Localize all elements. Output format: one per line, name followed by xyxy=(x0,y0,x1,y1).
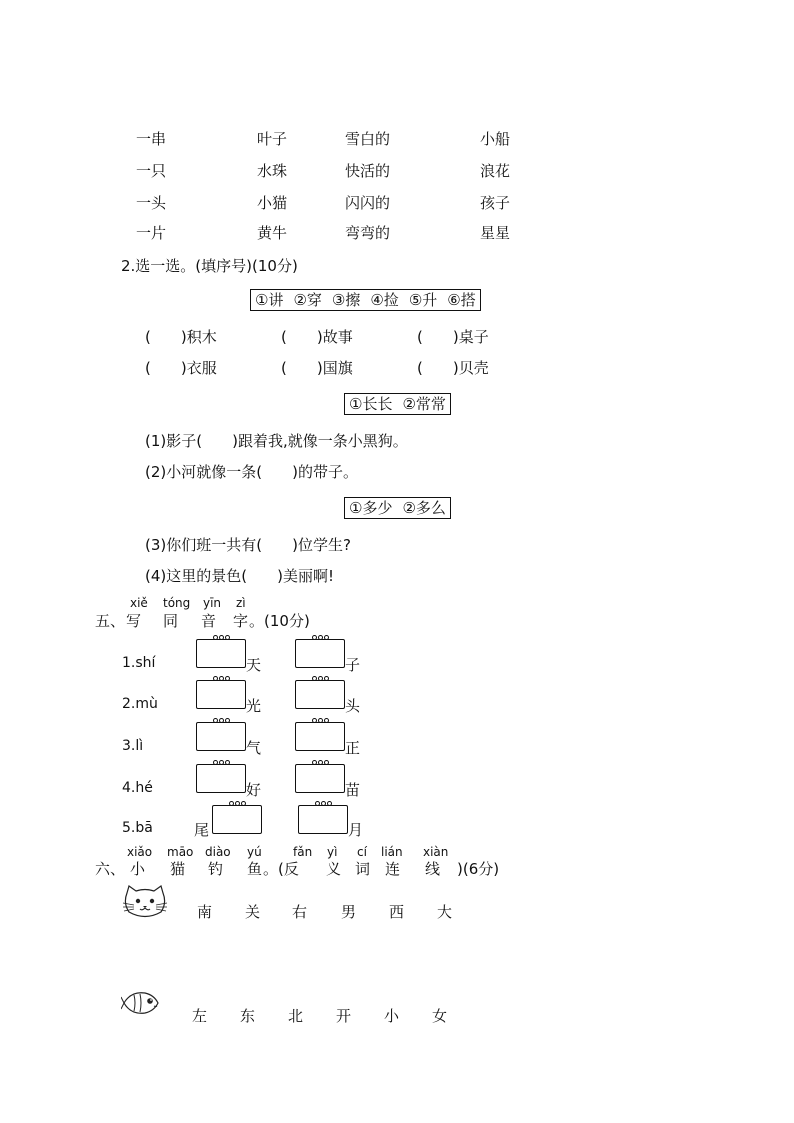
write-box[interactable] xyxy=(196,639,246,668)
option: ②多么 xyxy=(402,499,446,517)
option: ⑤升 xyxy=(408,291,438,309)
match-word: 一片 xyxy=(136,224,167,242)
heading-char: 字 xyxy=(233,612,249,630)
pinyin: lián xyxy=(381,845,403,859)
match-word: 快活的 xyxy=(345,162,391,180)
sentence[interactable]: (3)你们班一共有( )位学生? xyxy=(145,536,351,554)
write-box[interactable] xyxy=(298,805,348,834)
antonym-word[interactable]: 北 xyxy=(288,1007,304,1025)
pinyin: yì xyxy=(327,845,338,859)
word-char: 子 xyxy=(345,656,361,674)
fill-item[interactable]: ( )衣服 xyxy=(145,359,217,377)
heading-char: 写 xyxy=(126,612,142,630)
write-box[interactable] xyxy=(196,722,246,751)
pinyin: xiǎo xyxy=(127,845,153,859)
fish-icon xyxy=(121,988,161,1018)
sentence[interactable]: (2)小河就像一条( )的带子。 xyxy=(145,463,358,481)
write-box[interactable] xyxy=(212,805,262,834)
sentence[interactable]: (4)这里的景色( )美丽啊! xyxy=(145,567,334,585)
heading-char: 同 xyxy=(163,612,179,630)
heading-char: 。(反 xyxy=(263,860,299,878)
write-box[interactable] xyxy=(295,722,345,751)
sentence[interactable]: (1)影子( )跟着我,就像一条小黑狗。 xyxy=(145,432,408,450)
fill-item[interactable]: ( )桌子 xyxy=(417,328,489,346)
match-word: 星星 xyxy=(480,224,511,242)
pinyin: yīn xyxy=(203,596,222,610)
pinyin: zì xyxy=(236,596,246,610)
pinyin-label: 2.mù xyxy=(122,696,158,712)
antonym-word[interactable]: 南 xyxy=(197,903,213,921)
match-word: 黄牛 xyxy=(257,224,288,242)
word-char: 苗 xyxy=(345,781,361,799)
word-char: 正 xyxy=(345,739,361,757)
match-word: 闪闪的 xyxy=(345,194,391,212)
option: ②穿 xyxy=(293,291,322,309)
match-word: 小船 xyxy=(480,130,511,148)
pinyin-label: 1.shí xyxy=(122,655,156,671)
section-number: 五、 xyxy=(95,612,126,630)
cat-face-icon xyxy=(121,885,169,921)
heading-char: 小 xyxy=(130,860,146,878)
option-box xyxy=(344,497,451,519)
pinyin: yú xyxy=(247,845,262,859)
pinyin: xiàn xyxy=(423,845,449,859)
word-char: 光 xyxy=(246,697,262,715)
option: ①多少 xyxy=(349,499,393,517)
option: ①长长 xyxy=(349,395,393,413)
word-char: 天 xyxy=(246,656,262,674)
fill-item[interactable]: ( )国旗 xyxy=(281,359,353,377)
antonym-word[interactable]: 男 xyxy=(341,903,357,921)
pinyin: cí xyxy=(357,845,367,859)
match-word: 小猫 xyxy=(257,194,288,212)
match-word: 孩子 xyxy=(480,194,511,212)
heading-char: 线 xyxy=(425,860,441,878)
antonym-word[interactable]: 左 xyxy=(192,1007,208,1025)
heading-char: 词 xyxy=(355,860,371,878)
pinyin: māo xyxy=(167,845,194,859)
match-word: 叶子 xyxy=(257,130,288,148)
fill-item[interactable]: ( )贝壳 xyxy=(417,359,489,377)
antonym-word[interactable]: 大 xyxy=(437,903,453,921)
match-word: 一头 xyxy=(136,194,167,212)
heading-char: 猫 xyxy=(170,860,186,878)
heading-score: )(6分) xyxy=(457,860,500,878)
match-word: 水珠 xyxy=(257,162,288,180)
match-word: 雪白的 xyxy=(345,130,391,148)
pinyin-label: 3.lì xyxy=(122,738,144,754)
word-char: 气 xyxy=(246,739,262,757)
option: ③擦 xyxy=(331,291,361,309)
option: ④捡 xyxy=(370,291,399,309)
match-word: 弯弯的 xyxy=(345,224,391,242)
write-box[interactable] xyxy=(295,680,345,709)
match-word: 一只 xyxy=(136,162,167,180)
antonym-word[interactable]: 东 xyxy=(240,1007,256,1025)
antonym-word[interactable]: 关 xyxy=(245,903,261,921)
heading-char: 连 xyxy=(385,860,401,878)
write-box[interactable] xyxy=(196,680,246,709)
pinyin: fǎn xyxy=(293,845,313,859)
pinyin-label: 5.bā xyxy=(122,820,153,836)
write-box[interactable] xyxy=(295,764,345,793)
antonym-word[interactable]: 右 xyxy=(292,903,308,921)
pinyin: diào xyxy=(205,845,231,859)
heading-char: 义 xyxy=(326,860,342,878)
match-word: 浪花 xyxy=(480,162,511,180)
option-box xyxy=(344,393,451,415)
question-title: 2.选一选。(填序号)(10分) xyxy=(121,257,298,275)
option: ①讲 xyxy=(255,291,284,309)
heading-score: 。(10分) xyxy=(249,612,310,630)
heading-char: 钓 xyxy=(208,860,224,878)
fill-item[interactable]: ( )故事 xyxy=(281,328,353,346)
fill-item[interactable]: ( )积木 xyxy=(145,328,217,346)
section-number: 六、 xyxy=(95,860,126,878)
word-char: 月 xyxy=(348,821,364,839)
option: ②常常 xyxy=(402,395,446,413)
pinyin: xiě xyxy=(130,596,148,610)
word-char: 尾 xyxy=(194,821,210,839)
option: ⑥搭 xyxy=(447,291,476,309)
pinyin: tóng xyxy=(163,596,191,610)
word-char: 好 xyxy=(246,781,262,799)
pinyin-label: 4.hé xyxy=(122,780,153,796)
antonym-word[interactable]: 小 xyxy=(384,1007,400,1025)
antonym-word[interactable]: 开 xyxy=(336,1007,352,1025)
match-word: 一串 xyxy=(136,130,167,148)
write-box[interactable] xyxy=(196,764,246,793)
antonym-word[interactable]: 女 xyxy=(432,1007,448,1025)
write-box[interactable] xyxy=(295,639,345,668)
word-char: 头 xyxy=(345,697,361,715)
heading-char: 音 xyxy=(201,612,217,630)
heading-char: 鱼 xyxy=(247,860,263,878)
option-box xyxy=(250,289,481,311)
antonym-word[interactable]: 西 xyxy=(389,903,405,921)
